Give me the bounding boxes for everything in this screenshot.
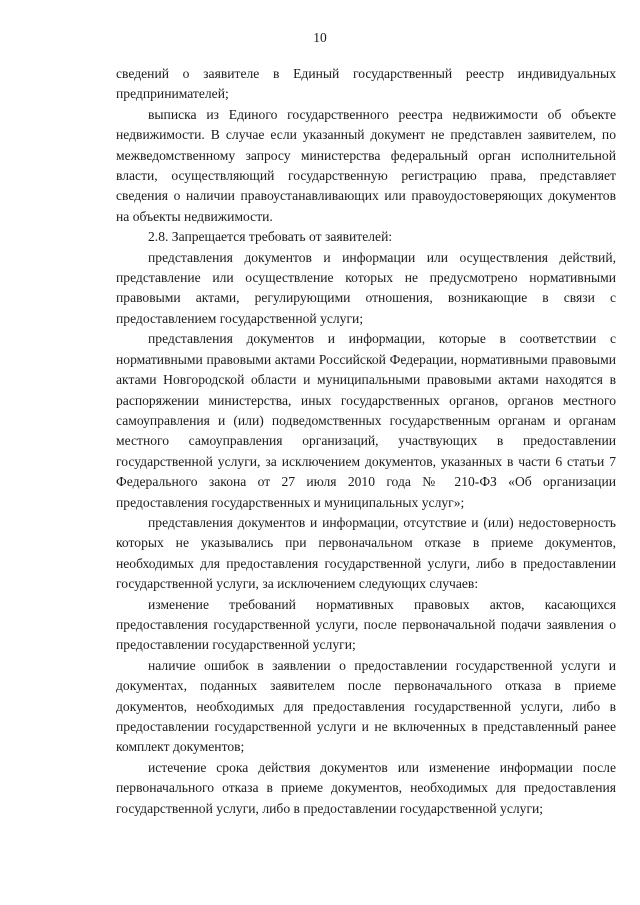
paragraph-exception-2: наличие ошибок в заявлении о предоставлении государственной услуги и документах, поданных заявителем после первоначального отказа в приеме документов, необходимых для предоставления государственной услуги, либо в предоставлении государственной услуги и не включенных в представленный ранее комплект документов; [116,657,616,755]
paragraph-extract-egrn: выписка из Единого государственного реестра недвижимости об объекте недвижимости. В случае если указанный документ не представлен заявителем, по межведомственному запросу министерства федеральный орган исполнительной власти, осуществляющий государственную регистрацию права, представляет сведения о наличии правоустанавливающих или правоудостоверяющих документов на объекты недвижимости. [116,106,616,224]
paragraph-continuation: сведений о заявителе в Единый государственный реестр индивидуальных предпринимателей; [116,66,616,102]
paragraph-prohibition-2: представления документов и информации, которые в соответствии с нормативными правовыми актами Российской Федерации, нормативными правовыми актами Новгородской области и муниципальными правовыми актами находятся в распоряжении министерства, иных государственных органов, органов местного самоуправления и (или) подведомственных государственным органам и органам местного самоуправления организаций, участвующих в предоставлении государственной услуги, за исключением документов, указанных в части 6 статьи 7 Федерального закона от 27 июля 2010 года № 210-ФЗ «Об организации предоставления государственных и муниципальных услуг»; [116,331,616,510]
paragraph-exception-3: истечение срока действия документов или изменение информации после первоначального отказа в приеме документов, необходимых для предоставления государственной услуги, либо в предоставлении государственной услуги; [116,759,616,816]
paragraph-prohibition-1: представления документов и информации или осуществления действий, представление или осуществление которых не предусмотрено нормативными правовыми актами, регулирующими отношения, возникающие в связи с предоставлением государственной услуги; [116,249,616,326]
paragraph-prohibition-3: представления документов и информации, отсутствие и (или) недостоверность которых не указывались при первоначальном отказе в приеме документов, необходимых для предоставления государственной услуги, либо в предоставлении государственной услуги, за исключением следующих случаев: [116,514,616,592]
paragraph-exception-1: изменение требований нормативных правовых актов, касающихся предоставления государственной услуги, после первоначальной подачи заявления о предоставлении государственной услуги; [116,596,616,653]
document-body [116,64,616,819]
section-heading-2-8: 2.8. Запрещается требовать от заявителей: [148,229,393,245]
page-number: 10 [313,30,327,45]
